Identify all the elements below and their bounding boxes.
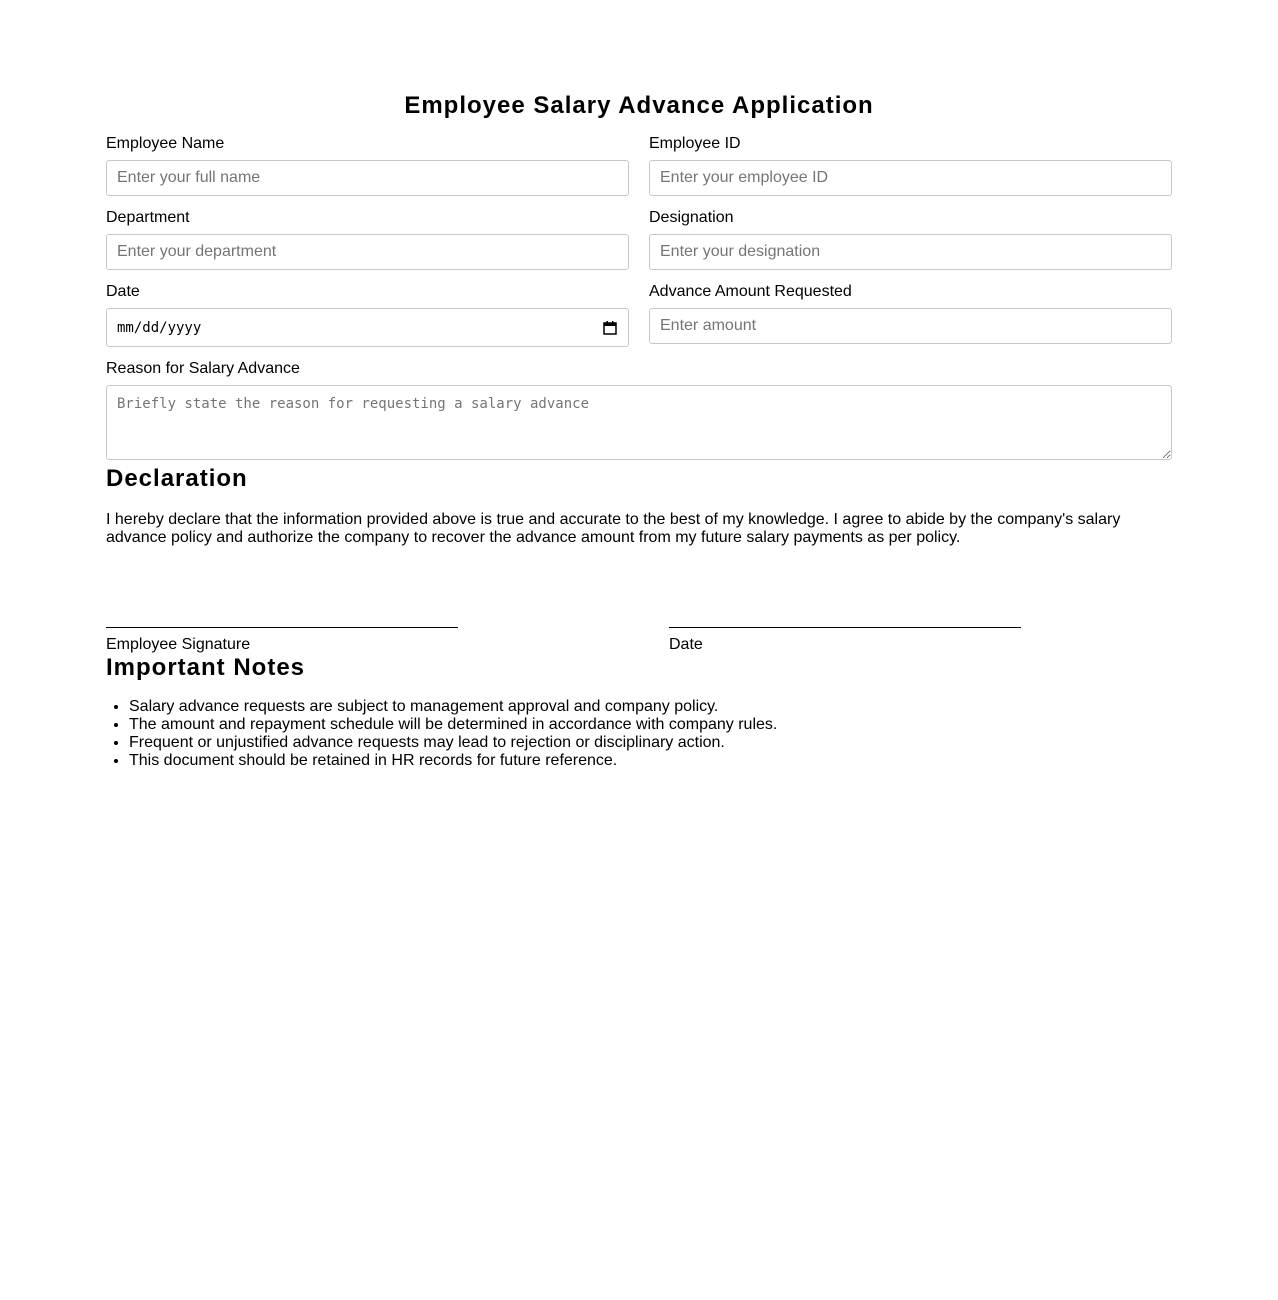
- date-group: [106, 282, 629, 347]
- signature-row: [106, 627, 1172, 654]
- employee-id-input[interactable]: [649, 160, 1172, 196]
- reason-group: [106, 359, 1172, 465]
- employee-signature-label: Employee Signature: [106, 636, 251, 653]
- list-item: • Salary advance requests are subject to management approval and company policy.: [129, 698, 1172, 716]
- amount-label: Advance Amount Requested: [649, 283, 852, 300]
- signature-date-line: [669, 627, 1021, 628]
- declaration-text: I hereby declare that the information provided above is true and accurate to the best of my knowledge. I agree to abide by the company's salary advance policy and authorize the company to recover the advance amount from my future salary payments as per policy.: [106, 511, 1121, 546]
- list-item: • This document should be retained in HR records for future reference.: [129, 752, 1172, 770]
- employee-name-input[interactable]: [106, 160, 629, 196]
- salary-advance-form-page: [106, 0, 1172, 770]
- date-input-value: mm/dd/yyyy: [117, 319, 202, 336]
- employee-id-group: [649, 134, 1172, 196]
- date-input[interactable]: [106, 308, 629, 347]
- important-notes-list: [106, 698, 1172, 770]
- department-group: [106, 208, 629, 270]
- department-input[interactable]: [106, 234, 629, 270]
- employee-name-group: [106, 134, 629, 196]
- form-row-department-designation: [106, 208, 1172, 270]
- employee-id-label: Employee ID: [649, 135, 741, 152]
- department-label: Department: [106, 209, 190, 226]
- form-row-name-id: [106, 134, 1172, 196]
- list-item: • The amount and repayment schedule will be determined in accordance with company rules.: [129, 716, 1172, 734]
- page-title: Employee Salary Advance Application: [404, 92, 874, 119]
- important-notes-heading: Important Notes: [106, 654, 306, 681]
- amount-input[interactable]: [649, 308, 1172, 344]
- signature-date-label: Date: [669, 636, 703, 653]
- declaration-heading: Declaration: [106, 465, 248, 492]
- amount-group: [649, 282, 1172, 347]
- designation-label: Designation: [649, 209, 734, 226]
- designation-group: [649, 208, 1172, 270]
- signature-date-block: [669, 627, 1021, 654]
- list-item: • Frequent or unjustified advance requests may lead to rejection or disciplinary action.: [129, 734, 1172, 752]
- designation-input[interactable]: [649, 234, 1172, 270]
- calendar-icon[interactable]: [602, 320, 618, 336]
- date-label: Date: [106, 283, 140, 300]
- reason-label: Reason for Salary Advance: [106, 360, 300, 377]
- form-row-date-amount: [106, 282, 1172, 347]
- employee-signature-block: [106, 627, 458, 654]
- reason-textarea[interactable]: [106, 385, 1172, 460]
- employee-signature-line: [106, 627, 458, 628]
- employee-name-label: Employee Name: [106, 135, 225, 152]
